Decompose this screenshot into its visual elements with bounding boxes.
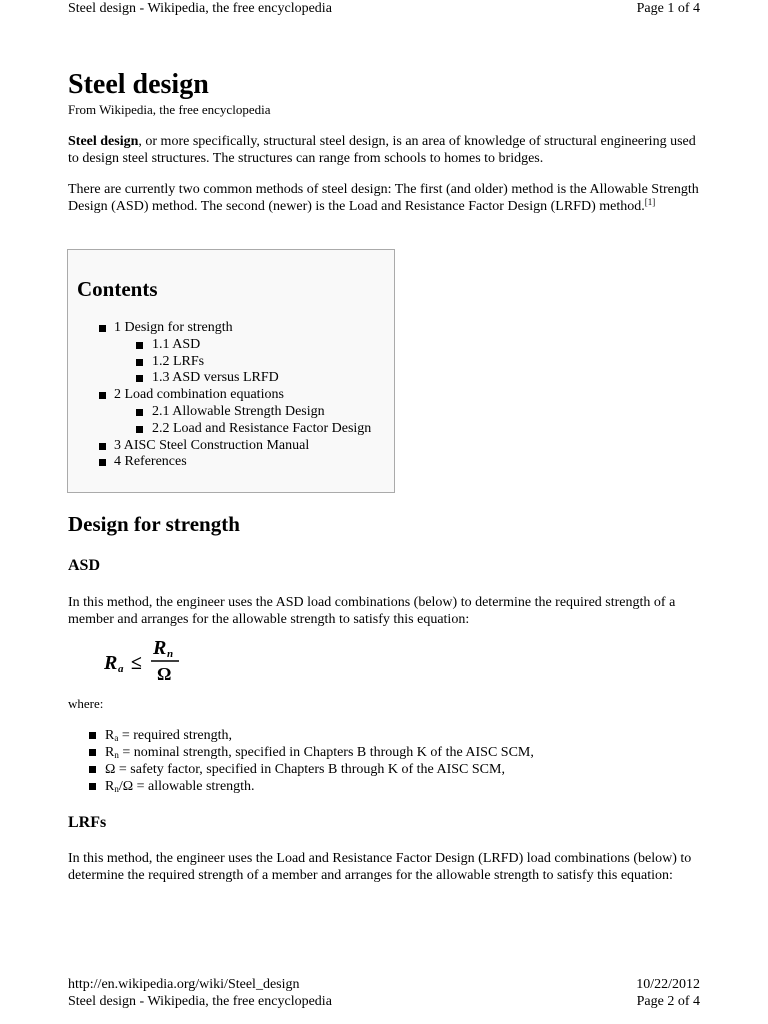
equation-numerator-subscript: n	[167, 648, 174, 660]
toc-list	[68, 320, 371, 471]
bullet-icon	[99, 443, 106, 450]
print-footer-url: http://en.wikipedia.org/wiki/Steel_design	[68, 977, 300, 992]
toc-item-label[interactable]: 2.1 Allowable Strength Design	[152, 403, 325, 419]
methods-text: There are currently two common methods of steel design: The first (and older) method is the Allowable Strength Design (ASD) method. The second (newer) is the Load and Resistance Factor Design (LRFD) method.	[68, 182, 699, 214]
equation-lhs-subscript: a	[118, 663, 124, 675]
equation-numerator: R	[153, 637, 167, 659]
toc-item[interactable]	[68, 337, 371, 354]
definition-item	[68, 761, 534, 778]
asd-paragraph: In this method, the engineer uses the ASD load combinations (below) to determine the required strength of a member and arranges for the allowable strength to satisfy this equation:	[68, 595, 676, 627]
asd-equation	[100, 636, 190, 684]
reference-link[interactable]: [1]	[644, 197, 656, 207]
next-page-header-page: Page 2 of 4	[636, 994, 700, 1009]
toc-item[interactable]	[68, 387, 371, 404]
bullet-icon	[89, 783, 96, 790]
toc-item[interactable]	[68, 320, 371, 337]
intro-text: , or more specifically, structural steel design, is an area of knowledge of structural engineering used to design steel structures. The structures can range from schools to homes to bridges.	[68, 134, 696, 166]
definition-text: = safety factor, specified in Chapters B through K of the AISC SCM,	[115, 762, 505, 777]
subsection-heading-asd: ASD	[68, 557, 101, 574]
equation-denominator: Ω	[157, 664, 172, 684]
methods-paragraph	[68, 181, 708, 215]
intro-bold-term: Steel design	[68, 134, 139, 149]
toc-item[interactable]	[68, 454, 371, 471]
bullet-icon	[136, 342, 143, 349]
bullet-icon	[89, 749, 96, 756]
toc-item-label[interactable]: 1.2 LRFs	[152, 353, 205, 369]
toc-item-label[interactable]: 4 References	[114, 454, 187, 470]
bullet-icon	[89, 766, 96, 773]
bullet-icon	[99, 325, 106, 332]
definition-subscript: a	[114, 733, 119, 743]
section-heading-design-for-strength: Design for strength	[68, 512, 240, 536]
definition-subscript: n	[114, 750, 119, 760]
toc-item-label[interactable]: 2 Load combination equations	[114, 387, 284, 403]
subsection-heading-lrfs: LRFs	[68, 814, 107, 831]
toc-item-label[interactable]: 1 Design for strength	[114, 320, 233, 335]
toc-item[interactable]	[68, 370, 371, 387]
toc-item-label[interactable]: 1.1 ASD	[152, 336, 201, 352]
equation-lhs: R	[104, 652, 118, 674]
bullet-icon	[136, 375, 143, 382]
toc-item-label[interactable]: 3 AISC Steel Construction Manual	[114, 437, 310, 453]
equation-operator: ≤	[131, 652, 142, 674]
print-footer-date: 10/22/2012	[636, 977, 700, 992]
bullet-icon	[99, 459, 106, 466]
definition-symbol: Ω	[105, 762, 116, 777]
bullet-icon	[136, 359, 143, 366]
definition-text: = nominal strength, specified in Chapters B through K of the AISC SCM,	[118, 745, 534, 760]
lrfs-paragraph: In this method, the engineer uses the Load and Resistance Factor Design (LRFD) load combinations (below) to determine the required strength of a member and arranges for the allowable strength to satisfy this equation:	[68, 851, 692, 883]
bullet-icon	[136, 426, 143, 433]
next-page-header-title: Steel design - Wikipedia, the free encyclopedia	[68, 994, 332, 1009]
print-header-title: Steel design - Wikipedia, the free encyclopedia	[68, 1, 332, 16]
definition-symbol: R	[105, 745, 115, 760]
definition-subscript: n	[114, 784, 119, 794]
where-label: where:	[68, 696, 104, 711]
bullet-icon	[89, 732, 96, 739]
page-subtitle: From Wikipedia, the free encyclopedia	[68, 102, 271, 117]
bullet-icon	[99, 392, 106, 399]
definition-item	[68, 778, 534, 795]
definition-symbol: R	[105, 779, 115, 794]
definition-text: = required strength,	[118, 728, 232, 743]
toc-item-label[interactable]: 2.2 Load and Resistance Factor Design	[152, 420, 372, 436]
toc-item-label[interactable]: 1.3 ASD versus LRFD	[152, 370, 279, 386]
toc-item[interactable]	[68, 421, 371, 438]
print-header-page: Page 1 of 4	[636, 1, 700, 16]
toc-item[interactable]	[68, 354, 371, 371]
definition-item	[68, 727, 534, 744]
intro-paragraph	[68, 133, 708, 167]
bullet-icon	[136, 409, 143, 416]
definition-symbol: R	[105, 728, 115, 743]
toc-title: Contents	[77, 277, 158, 301]
page-title: Steel design	[68, 69, 209, 100]
toc-item[interactable]	[68, 438, 371, 455]
definition-item	[68, 744, 534, 761]
definition-text: /Ω = allowable strength.	[118, 779, 255, 794]
toc-item[interactable]	[68, 404, 371, 421]
definitions-list	[68, 727, 534, 795]
table-of-contents	[67, 249, 395, 493]
